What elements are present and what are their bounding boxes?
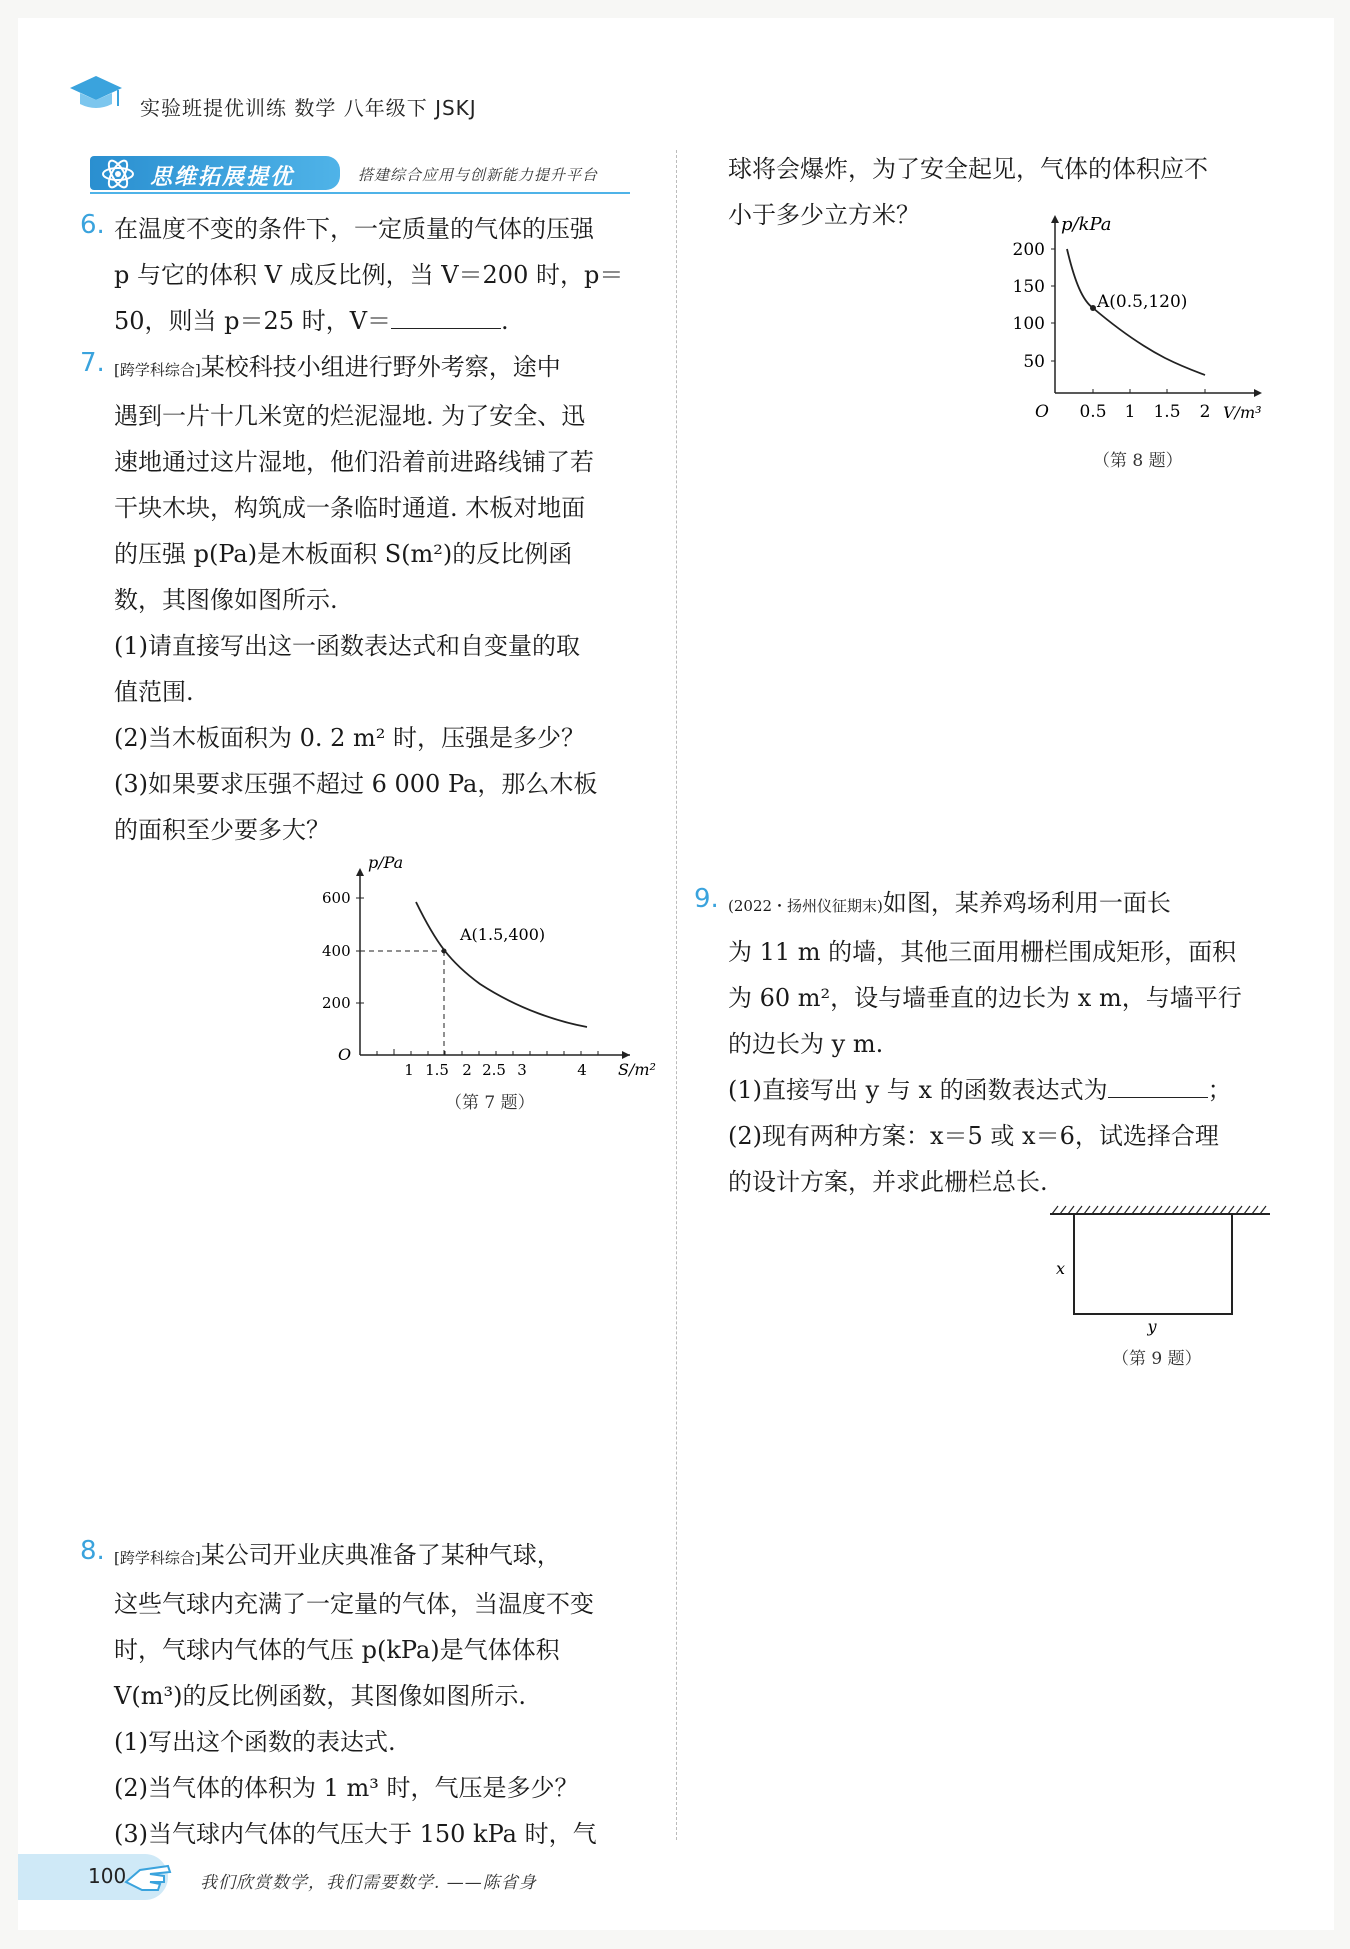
q8-line-1-text: 某公司开业庆典准备了某种气球， (200, 1541, 561, 1569)
footer-quote: 我们欣赏数学，我们需要数学. ——陈省身 (200, 1873, 537, 1893)
q7-line-1-text: 某校科技小组进行野外考察，途中 (200, 353, 561, 381)
q7-curve (416, 902, 587, 1027)
q8-ytick-label-50: 50 (1023, 352, 1045, 372)
q7-line-2: 遇到一片十几米宽的烂泥湿地. 为了安全、迅 (114, 402, 586, 430)
q8-ylabel: p/kPa (1061, 214, 1112, 235)
q9-tag: (2022・扬州仪征期末) (728, 897, 883, 915)
q6-line-1: 在温度不变的条件下，一定质量的气体的压强 (114, 215, 594, 243)
fence-side-y: y (1147, 1317, 1157, 1336)
q8-ytick-label-100: 100 (1012, 314, 1045, 334)
q7-xtick-label-2: 2 (462, 1061, 472, 1079)
q8-origin: O (1035, 402, 1049, 422)
q8-cont-line-2: 小于多少立方米？ (728, 201, 920, 229)
q7-xlabel: S/m² (618, 1060, 656, 1079)
q7-xtick-label-1-5: 1.5 (425, 1061, 449, 1079)
graduation-cap-icon (66, 72, 126, 112)
q6-line-3-end: . (501, 307, 509, 335)
q7-caption: （第 7 题） (445, 1093, 535, 1113)
atom-icon (98, 156, 138, 192)
q7-line-6: 数，其图像如图所示. (114, 586, 338, 614)
q9-line-6: (2)现有两种方案：x＝5 或 x＝6，试选择合理 (728, 1122, 1219, 1150)
q7-xtick-label-4: 4 (577, 1061, 587, 1079)
q7-line-7: (1)请直接写出这一函数表达式和自变量的取 (114, 632, 580, 660)
q7-line-5: 的压强 p(Pa)是木板面积 S(m²)的反比例函 (114, 540, 573, 568)
q7-graph (320, 850, 680, 1090)
q7-line-10: (3)如果要求压强不超过 6 000 Pa，那么木板 (114, 770, 598, 798)
q7-line-4: 干块木块，构筑成一条临时通道. 木板对地面 (114, 494, 586, 522)
q6-answer-blank[interactable] (391, 298, 501, 329)
q9-answer-blank[interactable] (1108, 1067, 1208, 1098)
q6-line-3 (114, 298, 674, 344)
q9-figure (1040, 1196, 1280, 1336)
q7-ytick-label-200: 200 (322, 994, 351, 1012)
q8-point-label: A(0.5,120) (1097, 292, 1188, 312)
q7-line-8: 值范围. (114, 678, 194, 706)
q8-line-7: (3)当气球内气体的气压大于 150 kPa 时，气 (114, 1820, 597, 1848)
question-8 (114, 1532, 674, 1857)
wall-hatching (1052, 1206, 1266, 1214)
q7-xtick-label-2-5: 2.5 (482, 1061, 506, 1079)
q8-xlabel: V/m³ (1223, 403, 1262, 422)
q9-line-1-text: 如图，某养鸡场利用一面长 (882, 889, 1171, 917)
q7-line-11: 的面积至少要多大？ (114, 816, 330, 844)
question-6-number: 6. (80, 210, 105, 240)
q8-ytick-label-200: 200 (1012, 240, 1045, 260)
q9-line-5-text: (1)直接写出 y 与 x 的函数表达式为 (728, 1076, 1108, 1104)
page-number: 100 (88, 1864, 127, 1888)
q8-line-1 (114, 1532, 674, 1581)
banner-underline (90, 192, 630, 194)
q6-line-3-text: 50，则当 p＝25 时，V＝ (114, 307, 392, 335)
q7-y-arrow (356, 868, 364, 876)
q7-point-a (442, 949, 447, 954)
banner-title: 思维拓展提优 (150, 165, 295, 190)
q9-caption: （第 9 题） (1112, 1349, 1202, 1369)
q8-ytick-label-150: 150 (1012, 277, 1045, 297)
q7-ytick-label-600: 600 (322, 889, 351, 907)
q8-y-arrow (1051, 215, 1059, 223)
question-9 (728, 880, 1288, 1205)
question-7-number: 7. (80, 348, 105, 378)
q9-line-5 (728, 1067, 1288, 1113)
section-banner (90, 154, 630, 194)
q7-point-label: A(1.5,400) (460, 925, 546, 944)
q9-line-5-end: ； (1207, 1076, 1232, 1104)
q7-xticks (377, 1049, 598, 1055)
question-9-number: 9. (694, 884, 719, 914)
q9-line-3: 为 60 m²，设与墙垂直的边长为 x m，与墙平行 (728, 984, 1242, 1012)
q8-line-2: 这些气球内充满了一定量的气体，当温度不变 (114, 1590, 594, 1618)
q8-point-a (1090, 305, 1096, 311)
book-title: 实验班提优训练 数学 八年级下 JSKJ (140, 96, 477, 120)
q8-x-arrow (1254, 389, 1262, 397)
q8-line-4: V(m³)的反比例函数，其图像如图所示. (114, 1682, 527, 1710)
q8-xtick-label-0-5: 0.5 (1079, 402, 1107, 422)
banner-subtitle: 搭建综合应用与创新能力提升平台 (358, 166, 599, 184)
q8-xtick-label-2: 2 (1199, 402, 1211, 422)
q7-ytick-label-400: 400 (322, 942, 351, 960)
fence-rectangle (1074, 1214, 1232, 1314)
q7-ylabel: p/Pa (368, 853, 404, 872)
q7-origin: O (338, 1045, 352, 1064)
q7-x-arrow (622, 1051, 630, 1059)
question-7 (114, 344, 674, 853)
q6-line-2: p 与它的体积 V 成反比例，当 V＝200 时，p＝ (114, 261, 624, 289)
q8-line-5: (1)写出这个函数的表达式. (114, 1728, 396, 1756)
q9-line-4: 的边长为 y m. (728, 1030, 884, 1058)
q7-line-1 (114, 344, 674, 393)
q8-line-6: (2)当气体的体积为 1 m³ 时，气压是多少？ (114, 1774, 579, 1802)
q8-line-3: 时，气球内气体的气压 p(kPa)是气体体积 (114, 1636, 560, 1664)
q8-caption: （第 8 题） (1093, 451, 1183, 471)
q7-line-3: 速地通过这片湿地，他们沿着前进路线铺了若 (114, 448, 594, 476)
q7-line-9: (2)当木板面积为 0. 2 m² 时，压强是多少？ (114, 724, 586, 752)
q8-cont-line-1: 球将会爆炸，为了安全起见，气体的体积应不 (728, 155, 1208, 183)
question-8-number: 8. (80, 1536, 105, 1566)
q9-line-1 (728, 880, 1288, 929)
q8-curve (1067, 249, 1205, 375)
pointing-hand-icon (120, 1852, 180, 1898)
q7-xtick-label-3: 3 (517, 1061, 527, 1079)
q7-xtick-label-1: 1 (404, 1061, 414, 1079)
q7-tag: [跨学科综合] (114, 361, 201, 379)
question-6 (114, 206, 674, 344)
q9-line-2: 为 11 m 的墙，其他三面用栅栏围成矩形，面积 (728, 938, 1237, 966)
q8-tag: [跨学科综合] (114, 1549, 201, 1567)
q8-xtick-label-1: 1 (1124, 402, 1136, 422)
q8-xtick-label-1-5: 1.5 (1153, 402, 1181, 422)
fence-side-x: x (1056, 1259, 1066, 1278)
q9-line-7: 的设计方案，并求此栅栏总长. (728, 1168, 1048, 1196)
q8-graph (1005, 205, 1295, 435)
